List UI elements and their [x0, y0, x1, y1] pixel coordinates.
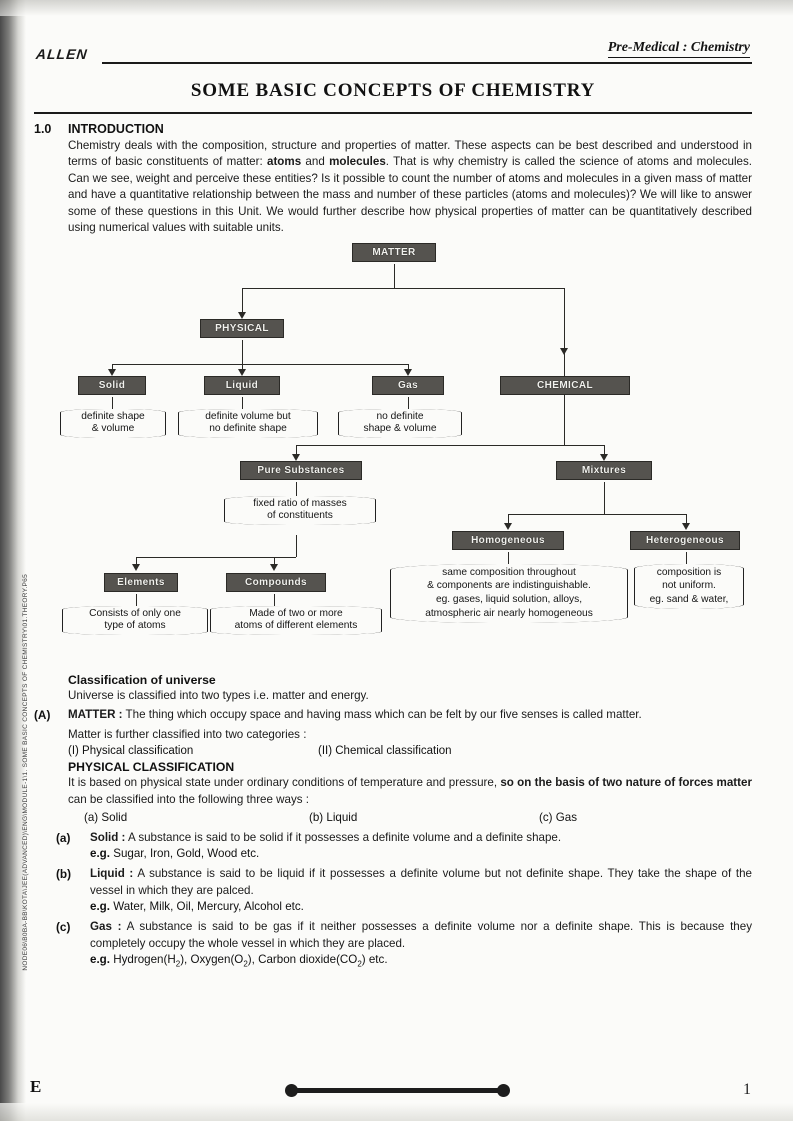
edge-mixtures-down	[604, 482, 605, 514]
edge-elements-note	[136, 594, 137, 606]
edge-matter-split	[242, 288, 564, 289]
arrow-elements	[132, 564, 140, 571]
page-header	[34, 40, 752, 76]
footer-e-mark: E	[30, 1077, 42, 1096]
edge-physical-split	[112, 364, 408, 365]
brand-logo: ALLEN	[35, 46, 89, 62]
item-solid-example: e.g. Sugar, Iron, Gold, Wood etc.	[90, 847, 260, 861]
heading-classification-of-universe: Classification of universe	[68, 672, 216, 687]
arrow-compounds	[270, 564, 278, 571]
category-physical-classification: (I) Physical classification	[68, 745, 194, 758]
item-marker-b: (b)	[56, 867, 72, 882]
scan-edge-bottom	[0, 1103, 793, 1121]
section-number: 1.0	[34, 122, 52, 136]
arrow-gas	[404, 369, 412, 376]
item-liquid-text: Liquid : A substance is said to be liquid if it possesses a definite volume but not definite shape. They take the shape of the vessel in which they are palced.	[90, 867, 752, 897]
node-solid: Solid	[78, 376, 146, 395]
edge-pure-split	[136, 557, 296, 558]
edge-liquid-note	[242, 397, 243, 409]
node-mixtures: Mixtures	[556, 461, 652, 480]
edge-mixtures-split	[508, 514, 686, 515]
note-compounds: Made of two or more atoms of different elements	[210, 606, 382, 636]
item-marker-c: (c)	[56, 920, 71, 935]
item-gas-example: e.g. $Hydrogen(H_2)$, $Oxygen(O_2)$, Carbon $dioxide(CO_2)$ etc.	[90, 953, 388, 969]
row-matter	[34, 707, 752, 723]
item-liquid	[34, 866, 752, 899]
footer-dot-right	[497, 1084, 510, 1097]
row-marker-a: (A)	[34, 708, 51, 723]
matter-definition: MATTER : The thing which occupy space and having mass which can be felt by our five senses is called matter.	[68, 708, 642, 722]
edge-gas-note	[408, 397, 409, 409]
note-homogeneous: same composition throughout & components are indistinguishable. eg. gases, liquid solution, alloys, atmospheric air nearly homogeneous	[390, 564, 628, 623]
title-rule	[34, 112, 752, 114]
states-list	[84, 811, 752, 824]
item-solid-text: Solid : A substance is said to be solid if it possesses a definite volume and a definite shape.	[90, 830, 562, 844]
text-physical-basis: It is based on physical state under ordinary conditions of temperature and pressure, so on the basis of two nature of forces matter can be classified into the following three ways :	[68, 776, 752, 806]
arrow-chemical	[560, 348, 568, 355]
node-heterogeneous: Heterogeneous	[630, 531, 740, 550]
page-content	[34, 40, 752, 969]
item-gas	[34, 919, 752, 952]
note-gas: no definite shape & volume	[338, 409, 462, 439]
note-liquid: definite volume but no definite shape	[178, 409, 318, 439]
edge-to-physical	[242, 288, 243, 314]
item-gas-text: Gas : A substance is said to be gas if it neither possesses a definite volume nor a definite shape. This is because they completely occupy the whole vessel in which they are placed.	[90, 920, 753, 950]
page-title: SOME BASIC CONCEPTS OF CHEMISTRY	[190, 80, 596, 101]
state-gas: (c) Gas	[539, 810, 578, 824]
heading-physical-classification: PHYSICAL CLASSIFICATION	[68, 760, 235, 775]
node-physical: PHYSICAL	[200, 319, 284, 338]
arrow-solid	[108, 369, 116, 376]
text-universe-classified: Universe is classified into two types i.e. matter and energy.	[68, 688, 369, 702]
state-solid: (a) Solid	[84, 810, 128, 824]
matter-classification-diagram	[38, 243, 752, 663]
text-matter-categories: Matter is further classified into two categories :	[68, 727, 307, 741]
edge-homogeneous-note	[508, 552, 509, 564]
note-pure-substances: fixed ratio of masses of constituents	[224, 496, 376, 526]
note-solid: definite shape & volume	[60, 409, 166, 439]
section-heading-introduction	[34, 122, 752, 136]
edge-chemical-split	[296, 445, 604, 446]
node-matter: MATTER	[352, 243, 436, 262]
header-rule	[102, 62, 752, 64]
node-homogeneous: Homogeneous	[452, 531, 564, 550]
sidebar-file-code: NODE06\B0BA-BB\KOTA\JEE(ADVANCED)\ENG\MODULE-1\1. SOME BASIC CONCEPTS OF CHEMISTRY\01.THEORY.P65	[22, 574, 29, 971]
node-gas: Gas	[372, 376, 444, 395]
arrow-physical	[238, 312, 246, 319]
arrow-pure	[292, 454, 300, 461]
section-title: INTRODUCTION	[68, 122, 164, 136]
footer-bar	[290, 1088, 505, 1093]
item-marker-a: (a)	[56, 830, 71, 845]
edge-pure-down	[296, 535, 297, 557]
node-chemical: CHEMICAL	[500, 376, 630, 395]
node-elements: Elements	[104, 573, 178, 592]
arrow-liquid	[238, 369, 246, 376]
note-elements: Consists of only one type of atoms	[62, 606, 208, 636]
introduction-paragraph: Chemistry deals with the composition, structure and properties of matter. These aspects can be best described and understood in terms of basic constituents of matter: atoms and molecules. That is why chemistry is called the science of atoms and molecules. Can we see, weight and perceive these entities? Is it possible to count the number of atoms and molecules in a given mass of matter and have a quantitative relationship between the mass and number of these particles (atoms and molecules)? We will like to answer some of these questions in this Unit. We would further describe how physical properties of matter can be quantitatively described using numerical values with suitable units.	[68, 139, 752, 235]
node-liquid: Liquid	[204, 376, 280, 395]
arrow-homogeneous	[504, 523, 512, 530]
edge-physical-down	[242, 340, 243, 364]
arrow-heterogeneous	[682, 523, 690, 530]
state-liquid: (b) Liquid	[309, 810, 358, 824]
scan-edge-top	[0, 0, 793, 16]
item-solid	[34, 830, 752, 846]
edge-pure-note	[296, 482, 297, 496]
edge-chemical-down	[564, 397, 565, 445]
category-chemical-classification: (II) Chemical classification	[318, 745, 452, 758]
arrow-mixtures	[600, 454, 608, 461]
edge-solid-note	[112, 397, 113, 409]
item-gas-example-text: $Hydrogen(H_2)$, $Oxygen(O_2)$, Carbon $dioxide(CO_2)$ etc.	[113, 953, 388, 969]
matter-category-list	[68, 745, 752, 757]
page-number: 1	[743, 1081, 751, 1098]
item-liquid-example: e.g. Water, Milk, Oil, Mercury, Alcohol etc.	[90, 900, 304, 914]
header-subject-label: Pre-Medical : Chemistry	[608, 40, 750, 58]
node-compounds: Compounds	[226, 573, 326, 592]
edge-heterogeneous-note	[686, 552, 687, 564]
note-heterogeneous: composition is not uniform. eg. sand & water,	[634, 564, 744, 609]
node-pure-substances: Pure Substances	[240, 461, 362, 480]
edge-matter-down	[394, 264, 395, 288]
edge-compounds-note	[274, 594, 275, 606]
